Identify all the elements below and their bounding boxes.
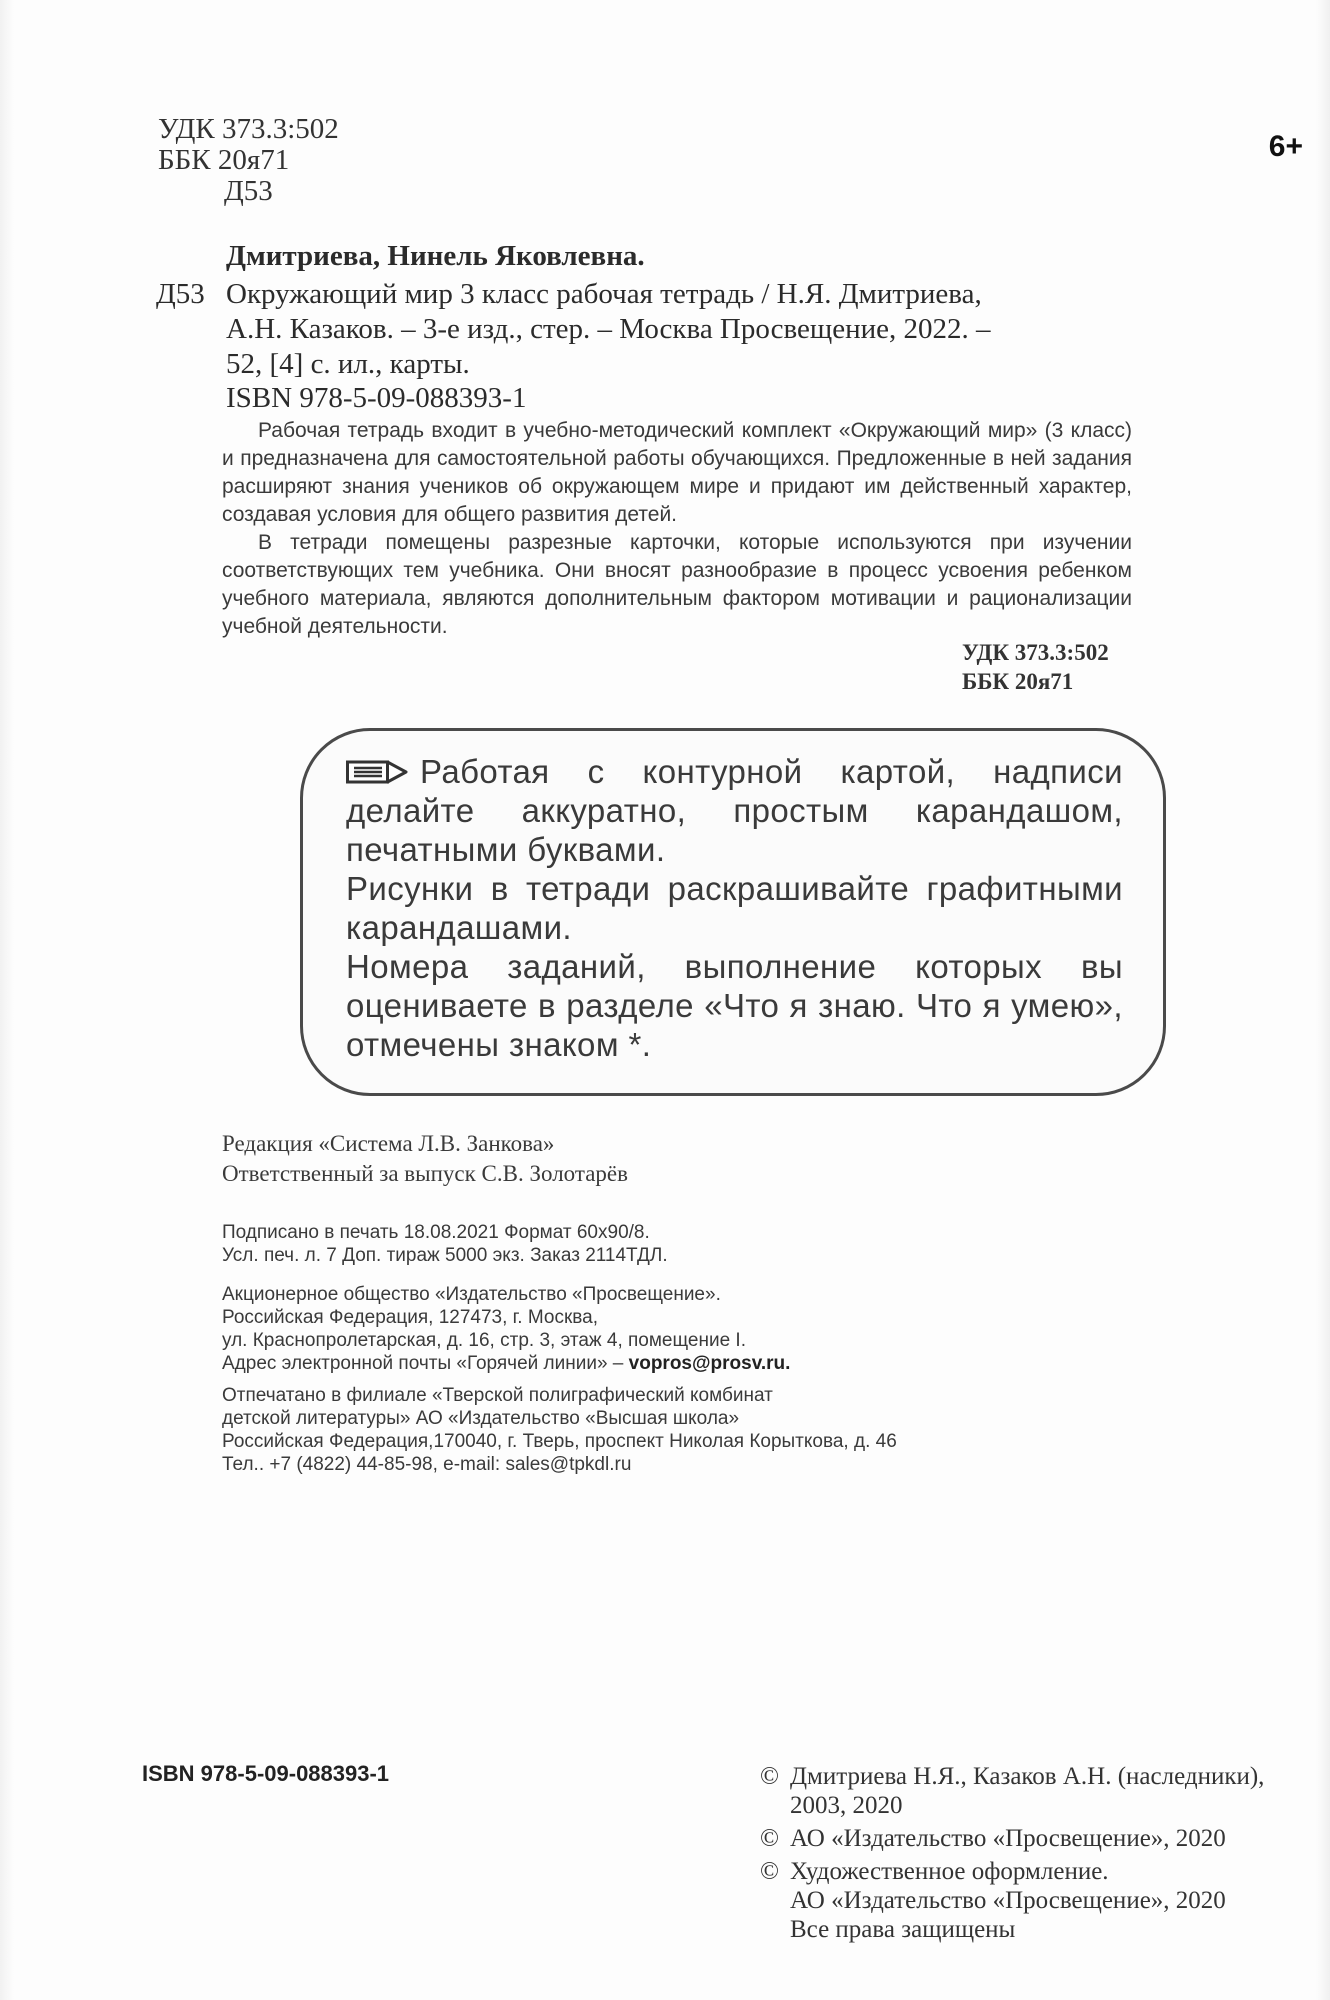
responsible-editor: Ответственный за выпуск С.В. Золотарёв <box>222 1161 628 1186</box>
pencil-icon <box>346 754 410 780</box>
hotline-email: vopros@prosv.ru. <box>628 1353 791 1374</box>
isbn-bottom: ISBN 978-5-09-088393-1 <box>142 1761 390 1786</box>
printer-info <box>222 1384 897 1476</box>
udk-code: УДК 373.3:502 <box>158 113 339 145</box>
editorial-office: Редакция «Система Л.В. Занкова» <box>222 1131 555 1156</box>
printer-line-1: Отпечатано в филиале «Тверской полиграфический комбинат <box>222 1385 773 1406</box>
notice-text <box>346 752 1123 1064</box>
copyright-authors-line-1: Дмитриева Н.Я., Казаков А.Н. (наследники), <box>790 1763 1265 1790</box>
udk-code-right: УДК 373.3:502 <box>962 640 1109 665</box>
copyright-authors-line-2: 2003, 2020 <box>790 1792 903 1819</box>
signed-to-print: Подписано в печать 18.08.2021 Формат 60x90/8. <box>222 1222 650 1243</box>
notice-paragraph-3: Номера заданий, выполнение которых вы оцениваете в разделе «Что я знаю. Что я умею», отмечены знаком *. <box>346 948 1123 1063</box>
classification-right <box>962 638 1109 696</box>
printer-line-2: детской литературы» АО «Издательство «Высшая школа» <box>222 1408 740 1429</box>
print-info <box>222 1221 668 1267</box>
biblio-line-1: Окружающий мир 3 класс рабочая тетрадь / Н.Я. Дмитриева, <box>226 278 982 310</box>
copyright-design-line-3: Все права защищены <box>790 1916 1016 1943</box>
classification-top <box>158 114 339 207</box>
biblio-line-3: 52, [4] с. ил., карты. <box>226 348 470 380</box>
publisher-country: Российская Федерация, 127473, г. Москва, <box>222 1307 598 1328</box>
copyright-icon: © <box>760 1825 779 1852</box>
bbk-code-right: ББК 20я71 <box>962 669 1074 694</box>
author-name: Дмитриева, Нинель Яковлевна. <box>226 240 645 272</box>
biblio-isbn: ISBN 978-5-09-088393-1 <box>226 382 527 414</box>
annotation-paragraph-2: В тетради помещены разрезные карточки, которые используются при изучении соответствующих тем учебника. Они вносят разнообразие в процесс усвоения ребенком учебного материала, являются дополнительным фактором мотивации и рационализации учебной деятельности. <box>222 531 1132 638</box>
biblio-line-2: А.Н. Казаков. – 3-е изд., стер. – Москва Просвещение, 2022. – <box>226 313 991 345</box>
copyright-design-line-1: Художественное оформление. <box>790 1858 1109 1885</box>
copyright-design-line-2: АО «Издательство «Просвещение», 2020 <box>790 1887 1226 1914</box>
copyright-icon: © <box>760 1858 779 1885</box>
publisher-info <box>222 1283 790 1375</box>
copyright-publisher <box>760 1824 1264 1853</box>
printer-contacts: Тел.. +7 (4822) 44-85-98, e-mail: sales@tpkdl.ru <box>222 1454 632 1475</box>
copyright-block <box>760 1762 1264 1944</box>
hotline-label: Адрес электронной почты «Горячей линии» – <box>222 1353 624 1374</box>
printer-line-3: Российская Федерация,170040, г. Тверь, проспект Николая Корыткова, д. 46 <box>222 1431 897 1452</box>
notice-paragraph-2: Рисунки в тетради раскрашивайте графитными карандашами. <box>346 870 1123 946</box>
copyright-authors <box>760 1762 1264 1820</box>
copyright-publisher-line: АО «Издательство «Просвещение», 2020 <box>790 1825 1226 1852</box>
annotation-paragraph-1: Рабочая тетрадь входит в учебно-методический комплект «Окружающий мир» (3 класс) и предназначена для самостоятельной работы обучающихся. Предложенные в ней задания расширяют знания учеников об окружающем мире и придают им действенный характер, создавая условия для общего развития детей. <box>222 419 1132 526</box>
notice-paragraph-1: Работая с контурной картой, надписи делайте аккуратно, простым карандашом, печатными буквами. <box>346 753 1123 868</box>
bbk-code: ББК 20я71 <box>158 144 290 176</box>
copyright-icon: © <box>760 1763 779 1790</box>
age-rating: 6+ <box>1268 130 1303 163</box>
publisher-name: Акционерное общество «Издательство «Просвещение». <box>222 1284 721 1305</box>
author-code: Д53 <box>224 175 273 207</box>
author-code-left: Д53 <box>156 278 205 310</box>
publisher-street: ул. Краснопролетарская, д. 16, стр. 3, этаж 4, помещение I. <box>222 1330 746 1351</box>
publisher-hotline <box>222 1352 790 1375</box>
copyright-design <box>760 1857 1264 1944</box>
credits <box>222 1129 628 1189</box>
annotation <box>222 417 1132 641</box>
print-sheets: Усл. печ. л. 7 Доп. тираж 5000 экз. Заказ 2114ТДЛ. <box>222 1245 668 1266</box>
